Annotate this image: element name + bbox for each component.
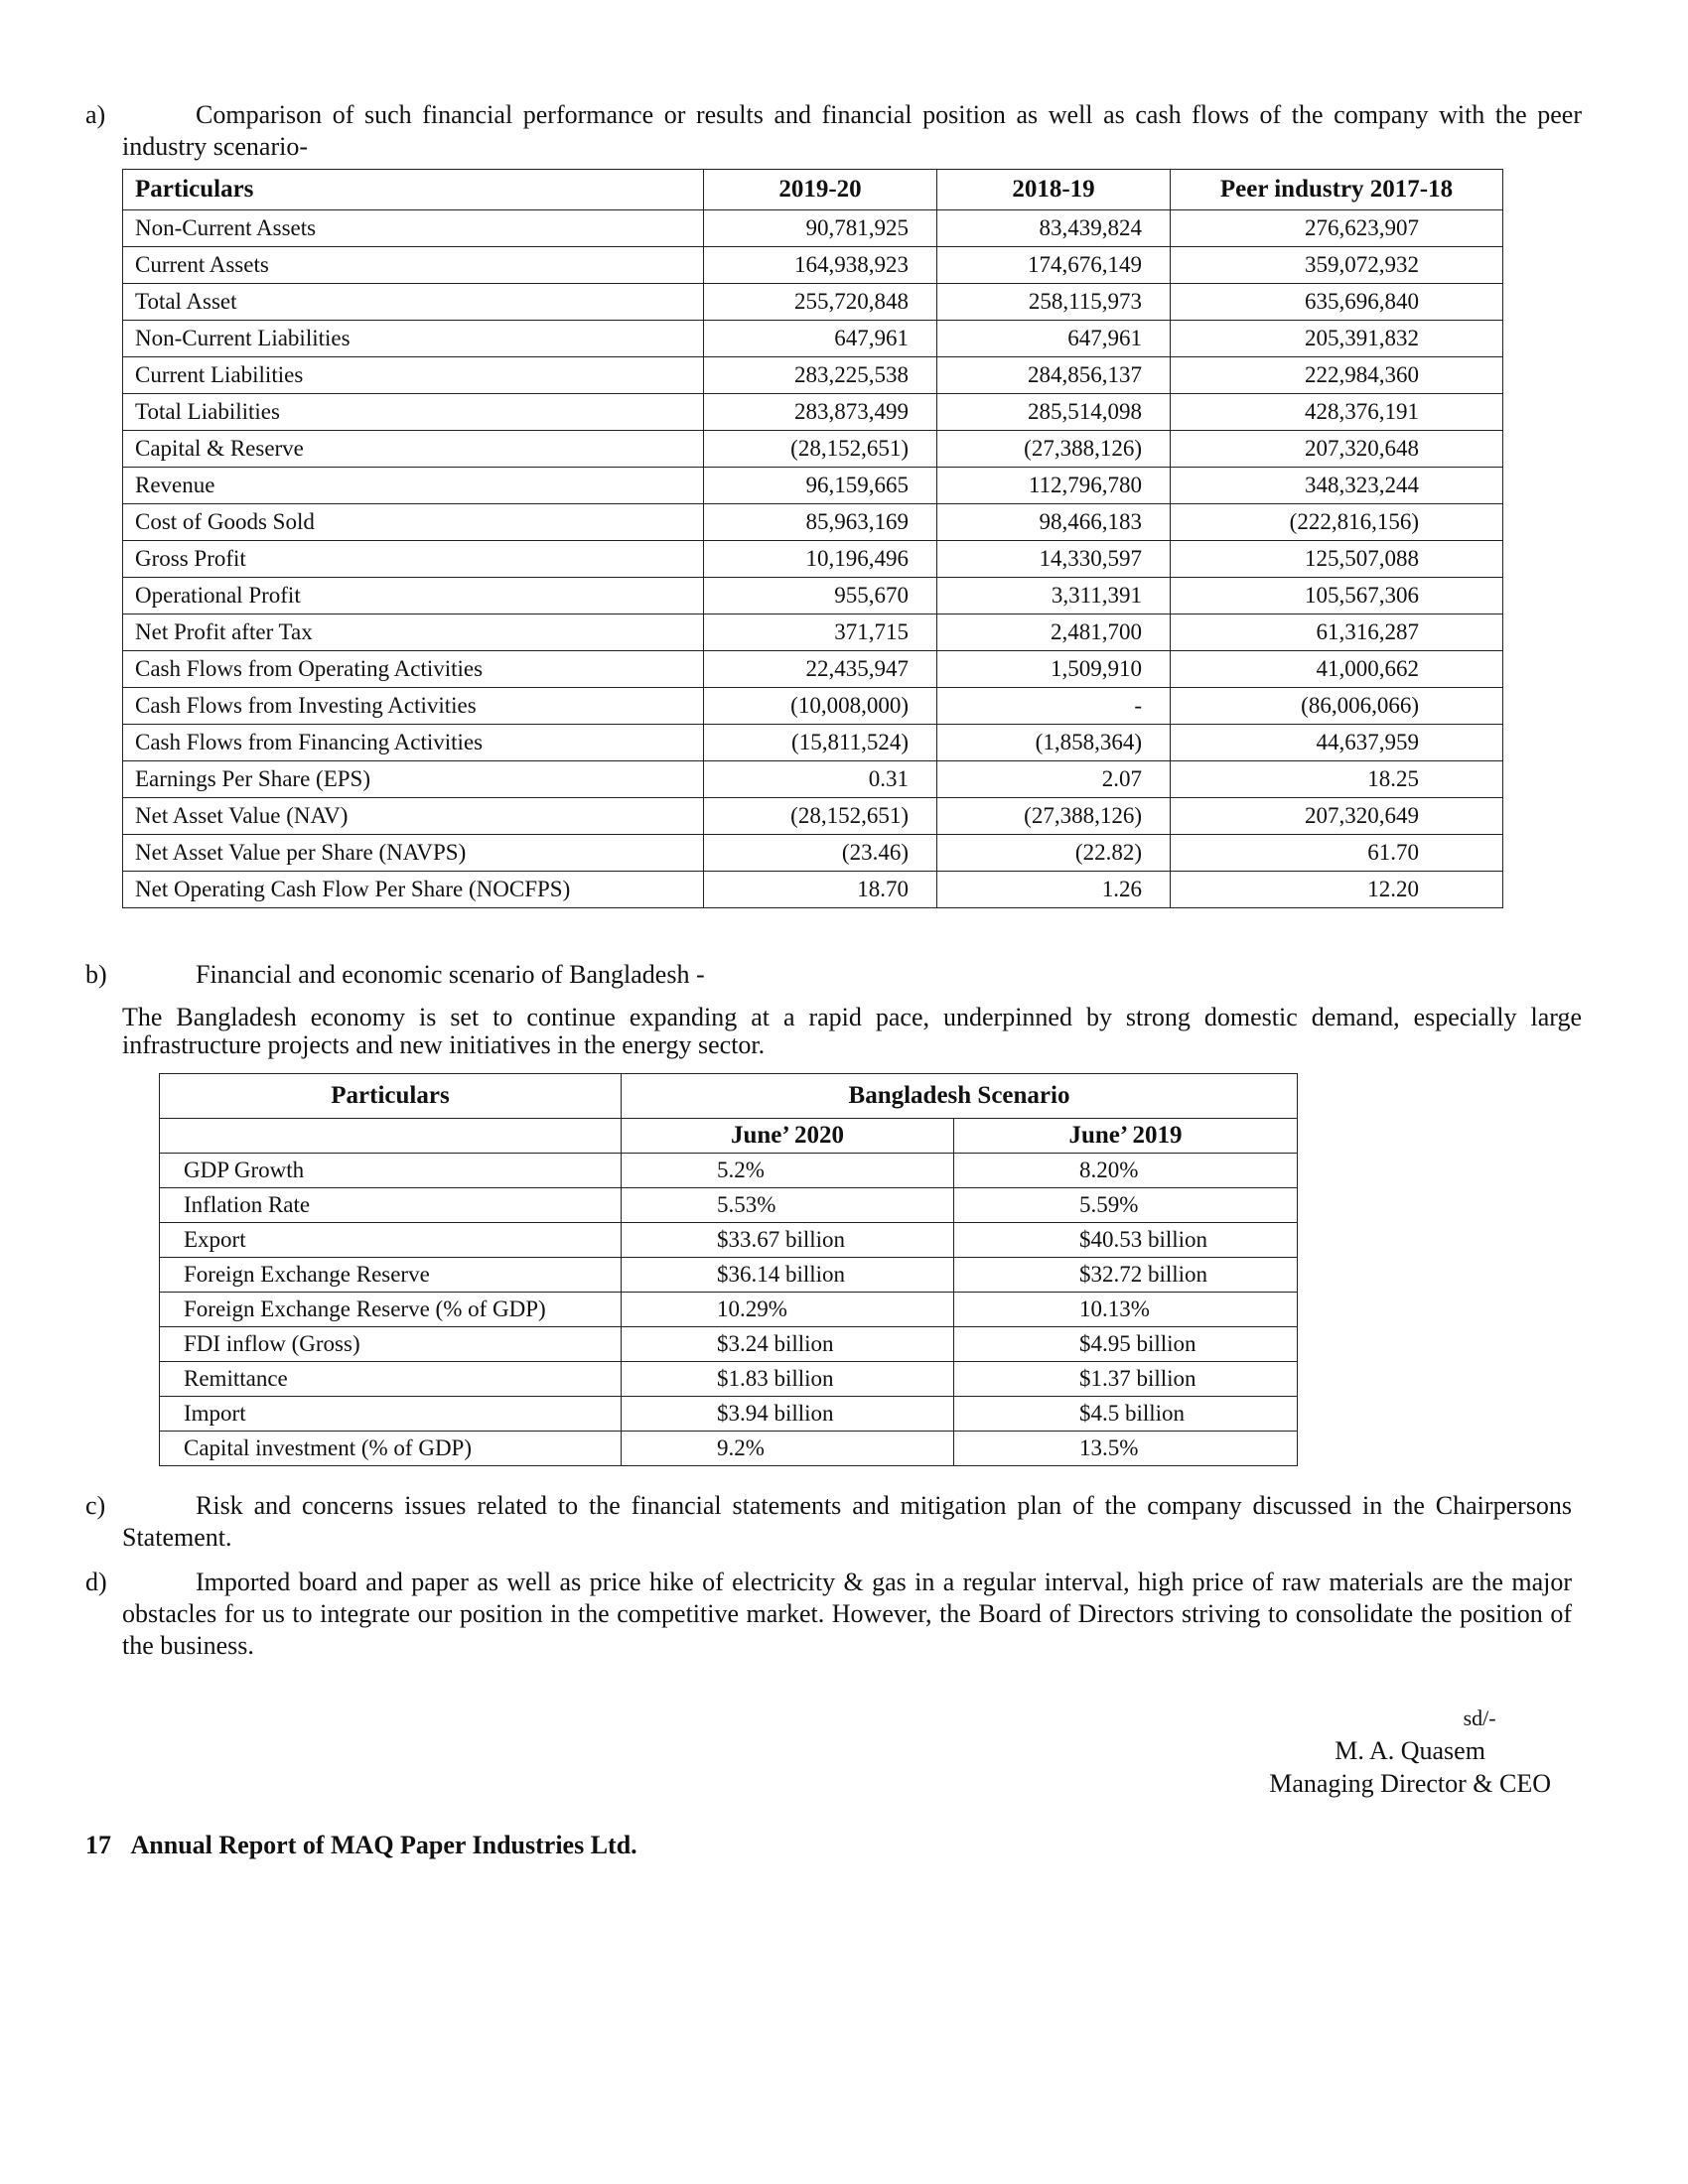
header-particulars: Particulars xyxy=(160,1074,622,1119)
table-header-row xyxy=(160,1074,1298,1119)
row-value: 276,623,907 xyxy=(1171,210,1503,247)
table-row xyxy=(160,1327,1298,1362)
row-value: - xyxy=(937,688,1171,725)
row-value: 10,196,496 xyxy=(704,541,937,578)
row-value: 98,466,183 xyxy=(937,504,1171,541)
table-row xyxy=(123,357,1503,394)
row-value: (10,008,000) xyxy=(704,688,937,725)
signature-block xyxy=(1269,1702,1551,1800)
row-value: (27,388,126) xyxy=(937,431,1171,468)
row-value: 8.20% xyxy=(954,1154,1298,1188)
row-value: (27,388,126) xyxy=(937,798,1171,835)
row-value: 12.20 xyxy=(1171,872,1503,908)
row-value: (1,858,364) xyxy=(937,725,1171,761)
row-label: FDI inflow (Gross) xyxy=(160,1327,622,1362)
table-row xyxy=(123,504,1503,541)
table-row xyxy=(123,247,1503,284)
header-bangladesh-scenario: Bangladesh Scenario xyxy=(622,1074,1298,1119)
row-value: $4.5 billion xyxy=(954,1397,1298,1432)
table-row xyxy=(123,872,1503,908)
row-value: 207,320,649 xyxy=(1171,798,1503,835)
table-row xyxy=(123,725,1503,761)
table-row xyxy=(123,468,1503,504)
section-c-marker: c) xyxy=(85,1491,106,1520)
row-value: 85,963,169 xyxy=(704,504,937,541)
row-label: Non-Current Liabilities xyxy=(123,321,704,357)
table-row xyxy=(123,284,1503,321)
row-value: 255,720,848 xyxy=(704,284,937,321)
row-value: 18.70 xyxy=(704,872,937,908)
row-value: $1.37 billion xyxy=(954,1362,1298,1397)
row-value: 5.2% xyxy=(622,1154,954,1188)
header-june-2020: June’ 2020 xyxy=(622,1119,954,1154)
row-value: 258,115,973 xyxy=(937,284,1171,321)
table-row xyxy=(160,1362,1298,1397)
row-label: Non-Current Assets xyxy=(123,210,704,247)
section-a-text: Comparison of such financial performance or results and financial position as well as cash flows of the company with the peer industry scenario- xyxy=(122,100,1582,161)
row-value: (28,152,651) xyxy=(704,798,937,835)
row-value: 105,567,306 xyxy=(1171,578,1503,614)
table-row xyxy=(160,1188,1298,1223)
table-row xyxy=(160,1258,1298,1293)
row-value: 2,481,700 xyxy=(937,614,1171,651)
row-value: 635,696,840 xyxy=(1171,284,1503,321)
row-label: GDP Growth xyxy=(160,1154,622,1188)
row-value: 83,439,824 xyxy=(937,210,1171,247)
section-b-heading: Financial and economic scenario of Bangladesh - xyxy=(196,960,705,989)
row-value: $4.95 billion xyxy=(954,1327,1298,1362)
row-value: (86,006,066) xyxy=(1171,688,1503,725)
bangladesh-scenario-table xyxy=(159,1073,1298,1466)
table-row xyxy=(160,1293,1298,1327)
row-value: 174,676,149 xyxy=(937,247,1171,284)
subheader-blank xyxy=(160,1119,622,1154)
row-value: (28,152,651) xyxy=(704,431,937,468)
page-number: 17 xyxy=(85,1831,111,1859)
table-row xyxy=(123,541,1503,578)
row-label: Net Profit after Tax xyxy=(123,614,704,651)
signatory-title: Managing Director & CEO xyxy=(1269,1769,1551,1798)
row-value: 222,984,360 xyxy=(1171,357,1503,394)
row-value: 284,856,137 xyxy=(937,357,1171,394)
row-value: 955,670 xyxy=(704,578,937,614)
row-value: 41,000,662 xyxy=(1171,651,1503,688)
row-label: Earnings Per Share (EPS) xyxy=(123,761,704,798)
row-label: Net Asset Value (NAV) xyxy=(123,798,704,835)
row-value: $40.53 billion xyxy=(954,1223,1298,1258)
signatory-name: M. A. Quasem xyxy=(1335,1736,1485,1765)
row-label: Current Liabilities xyxy=(123,357,704,394)
table-row xyxy=(123,835,1503,872)
row-value: $3.94 billion xyxy=(622,1397,954,1432)
row-value: 205,391,832 xyxy=(1171,321,1503,357)
row-label: Net Operating Cash Flow Per Share (NOCFPS) xyxy=(123,872,704,908)
row-value: 22,435,947 xyxy=(704,651,937,688)
table-row xyxy=(160,1397,1298,1432)
row-label: Operational Profit xyxy=(123,578,704,614)
table-row xyxy=(123,761,1503,798)
row-label: Cost of Goods Sold xyxy=(123,504,704,541)
table-row xyxy=(160,1154,1298,1188)
row-value: 10.29% xyxy=(622,1293,954,1327)
row-label: Export xyxy=(160,1223,622,1258)
row-value: (15,811,524) xyxy=(704,725,937,761)
row-value: 61,316,287 xyxy=(1171,614,1503,651)
row-value: 283,873,499 xyxy=(704,394,937,431)
row-label: Net Asset Value per Share (NAVPS) xyxy=(123,835,704,872)
row-label: Total Asset xyxy=(123,284,704,321)
row-value: 5.59% xyxy=(954,1188,1298,1223)
row-value: 18.25 xyxy=(1171,761,1503,798)
header-2018-19: 2018-19 xyxy=(937,170,1171,210)
row-value: $32.72 billion xyxy=(954,1258,1298,1293)
row-label: Capital investment (% of GDP) xyxy=(160,1432,622,1466)
table-row xyxy=(123,394,1503,431)
row-value: (22.82) xyxy=(937,835,1171,872)
row-value: $1.83 billion xyxy=(622,1362,954,1397)
row-value: 125,507,088 xyxy=(1171,541,1503,578)
signature-sd: sd/- xyxy=(1463,1706,1496,1730)
row-label: Foreign Exchange Reserve (% of GDP) xyxy=(160,1293,622,1327)
row-value: (23.46) xyxy=(704,835,937,872)
header-june-2019: June’ 2019 xyxy=(954,1119,1298,1154)
row-value: 348,323,244 xyxy=(1171,468,1503,504)
table-row xyxy=(123,614,1503,651)
row-value: $33.67 billion xyxy=(622,1223,954,1258)
table-row xyxy=(123,688,1503,725)
row-label: Inflation Rate xyxy=(160,1188,622,1223)
row-value: 96,159,665 xyxy=(704,468,937,504)
row-value: 44,637,959 xyxy=(1171,725,1503,761)
row-label: Cash Flows from Investing Activities xyxy=(123,688,704,725)
row-value: 1,509,910 xyxy=(937,651,1171,688)
table-header-row xyxy=(123,170,1503,210)
header-peer-industry: Peer industry 2017-18 xyxy=(1171,170,1503,210)
row-value: 2.07 xyxy=(937,761,1171,798)
table-row xyxy=(123,321,1503,357)
table-row xyxy=(123,578,1503,614)
row-label: Cash Flows from Financing Activities xyxy=(123,725,704,761)
row-value: 647,961 xyxy=(937,321,1171,357)
table-row xyxy=(160,1223,1298,1258)
row-value: 1.26 xyxy=(937,872,1171,908)
row-value: 61.70 xyxy=(1171,835,1503,872)
row-value: 428,376,191 xyxy=(1171,394,1503,431)
row-value: 285,514,098 xyxy=(937,394,1171,431)
table-row xyxy=(123,798,1503,835)
row-label: Current Assets xyxy=(123,247,704,284)
financial-comparison-table xyxy=(122,169,1503,908)
table-subheader-row xyxy=(160,1119,1298,1154)
table-row xyxy=(123,210,1503,247)
row-label: Gross Profit xyxy=(123,541,704,578)
row-value: 13.5% xyxy=(954,1432,1298,1466)
row-label: Foreign Exchange Reserve xyxy=(160,1258,622,1293)
row-value: 90,781,925 xyxy=(704,210,937,247)
row-value: 371,715 xyxy=(704,614,937,651)
row-value: 359,072,932 xyxy=(1171,247,1503,284)
page-footer xyxy=(85,1831,637,1860)
row-value: 283,225,538 xyxy=(704,357,937,394)
row-label: Remittance xyxy=(160,1362,622,1397)
row-value: 164,938,923 xyxy=(704,247,937,284)
row-label: Cash Flows from Operating Activities xyxy=(123,651,704,688)
row-value: $3.24 billion xyxy=(622,1327,954,1362)
row-value: 207,320,648 xyxy=(1171,431,1503,468)
row-label: Revenue xyxy=(123,468,704,504)
row-value: 0.31 xyxy=(704,761,937,798)
row-label: Import xyxy=(160,1397,622,1432)
table-row xyxy=(123,431,1503,468)
row-value: $36.14 billion xyxy=(622,1258,954,1293)
section-d-marker: d) xyxy=(85,1568,107,1596)
row-value: 5.53% xyxy=(622,1188,954,1223)
table-row xyxy=(123,651,1503,688)
section-b-text: The Bangladesh economy is set to continue expanding at a rapid pace, underpinned by strong domestic demand, especially large infrastructure projects and new initiatives in the energy sector. xyxy=(122,1003,1582,1059)
report-title: Annual Report of MAQ Paper Industries Ltd. xyxy=(130,1831,637,1859)
row-value: 112,796,780 xyxy=(937,468,1171,504)
section-a-marker: a) xyxy=(85,100,106,129)
row-label: Capital & Reserve xyxy=(123,431,704,468)
row-value: 9.2% xyxy=(622,1432,954,1466)
row-value: 647,961 xyxy=(704,321,937,357)
header-2019-20: 2019-20 xyxy=(704,170,937,210)
section-b-marker: b) xyxy=(85,960,107,989)
row-value: (222,816,156) xyxy=(1171,504,1503,541)
row-label: Total Liabilities xyxy=(123,394,704,431)
table-row xyxy=(160,1432,1298,1466)
section-d-text: Imported board and paper as well as price hike of electricity & gas in a regular interval, high price of raw materials are the major obstacles for us to integrate our position in the competitive market. However, the Board of Directors striving to consolidate the position of the business. xyxy=(122,1568,1572,1660)
header-particulars: Particulars xyxy=(123,170,704,210)
row-value: 3,311,391 xyxy=(937,578,1171,614)
row-value: 14,330,597 xyxy=(937,541,1171,578)
row-value: 10.13% xyxy=(954,1293,1298,1327)
section-c-text: Risk and concerns issues related to the financial statements and mitigation plan of the company discussed in the Chairpersons Statement. xyxy=(122,1491,1572,1552)
